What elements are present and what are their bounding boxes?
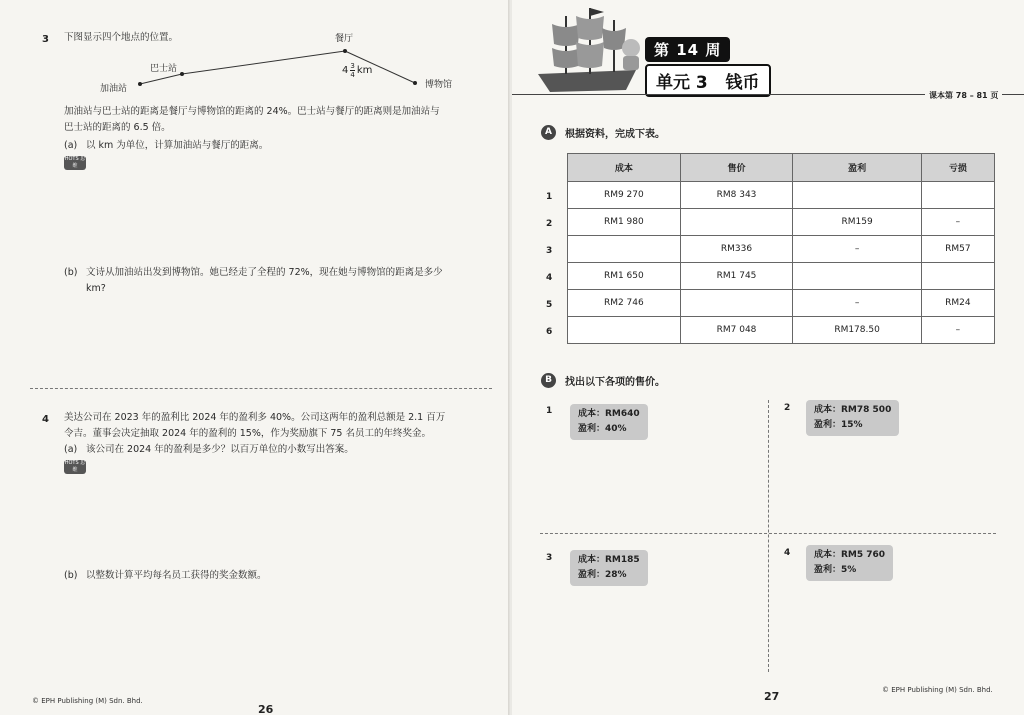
- row-number: 1: [546, 192, 553, 202]
- bus-station-point: [180, 72, 184, 76]
- label-museum: 博物馆: [425, 80, 453, 90]
- table-cell: RM336: [680, 236, 793, 263]
- table-cell: –: [793, 290, 921, 317]
- header-profit: 盈利: [793, 154, 921, 182]
- table-cell: –: [793, 236, 921, 263]
- question-3b-label: (b): [64, 267, 78, 278]
- hots-badge-icon: HOTS 思维: [64, 156, 86, 169]
- table-cell: RM1 980: [568, 209, 681, 236]
- table-row: [568, 317, 995, 344]
- label-bus-station: 巴士站: [150, 64, 178, 74]
- header-loss: 亏损: [921, 154, 994, 182]
- item-cost: 成本：RM5 760: [814, 550, 886, 560]
- petrol-station-point: [138, 82, 142, 86]
- left-footer: © EPH Publishing (M) Sdn. Bhd.: [32, 697, 143, 705]
- question-4b-label: (b): [64, 570, 78, 581]
- table-cell: RM8 343: [680, 182, 793, 209]
- table-cell: –: [921, 209, 994, 236]
- item-profit: 盈利：5%: [814, 565, 857, 575]
- question-4-line1: 美达公司在 2023 年的盈利比 2024 年的盈利多 40%。公司这两年的盈利总额是 2.1 百万: [64, 412, 446, 423]
- week-title: 第 14 周: [645, 37, 730, 62]
- section-divider: [30, 388, 492, 389]
- row-number: 6: [546, 327, 553, 337]
- museum-point: [413, 81, 417, 85]
- item-info-box: [806, 400, 899, 436]
- distance-unit: km: [356, 65, 373, 76]
- item-profit: 盈利：15%: [814, 420, 863, 430]
- row-number: 5: [546, 300, 553, 310]
- unit-title: 单元 3 钱币: [645, 64, 771, 97]
- right-footer: © EPH Publishing (M) Sdn. Bhd.: [882, 686, 993, 694]
- item-number: 3: [546, 553, 553, 563]
- row-number: 3: [546, 246, 553, 256]
- profit-loss-table: [567, 153, 995, 344]
- answer-cell[interactable]: [793, 263, 921, 290]
- hots-badge-icon: HOTS 思维: [64, 460, 86, 473]
- question-4-number: 4: [42, 414, 49, 425]
- distance-whole: 4: [342, 65, 349, 76]
- label-restaurant: 餐厅: [335, 34, 354, 44]
- grid-divider-horizontal: [540, 533, 996, 534]
- table-cell: RM24: [921, 290, 994, 317]
- answer-cell[interactable]: [793, 182, 921, 209]
- pirate-ship-icon: [528, 4, 646, 96]
- item-number: 1: [546, 406, 553, 416]
- question-4b-text: 以整数计算平均每名员工获得的奖金数额。: [86, 570, 267, 581]
- table-cell: RM9 270: [568, 182, 681, 209]
- item-cost: 成本：RM640: [578, 409, 640, 419]
- header-cost: 成本: [568, 154, 681, 182]
- table-header-row: [568, 154, 995, 182]
- distance-denominator: 4: [350, 71, 355, 79]
- right-page-number: 27: [764, 690, 780, 703]
- table-row: [568, 263, 995, 290]
- question-3-body-line1: 加油站与巴士站的距离是餐厅与博物馆的距离的 24%。巴士站与餐厅的距离则是加油站与: [64, 106, 440, 117]
- question-3-body-line2: 巴士站的距离的 6.5 倍。: [64, 122, 171, 133]
- section-a-instruction: 根据资料，完成下表。: [565, 129, 665, 140]
- label-petrol-station: 加油站: [100, 84, 128, 94]
- distance-fraction: [350, 62, 354, 79]
- item-info-box: [570, 404, 648, 440]
- distance-label: [342, 62, 372, 79]
- left-page-number: 26: [258, 703, 274, 715]
- table-row: [568, 182, 995, 209]
- table-cell: RM2 746: [568, 290, 681, 317]
- item-info-box: [570, 550, 648, 586]
- item-cost: 成本：RM78 500: [814, 405, 892, 415]
- textbook-reference: 课本第 78 – 81 页: [925, 90, 1002, 101]
- right-page: [512, 0, 1024, 715]
- item-cost: 成本：RM185: [578, 555, 640, 565]
- item-profit: 盈利：28%: [578, 570, 627, 580]
- row-number: 2: [546, 219, 553, 229]
- item-info-box: [806, 545, 893, 581]
- section-a-marker: A: [541, 125, 556, 140]
- section-b-instruction: 找出以下各项的售价。: [565, 377, 665, 388]
- answer-cell[interactable]: [680, 290, 793, 317]
- question-3b-line1: 文诗从加油站出发到博物馆。她已经走了全程的 72%，现在她与博物馆的距离是多少: [86, 267, 443, 278]
- header-selling-price: 售价: [680, 154, 793, 182]
- restaurant-point: [343, 49, 347, 53]
- table-row: [568, 290, 995, 317]
- item-number: 4: [784, 548, 791, 558]
- table-cell: RM57: [921, 236, 994, 263]
- item-number: 2: [784, 403, 791, 413]
- table-cell: RM178.50: [793, 317, 921, 344]
- table-cell: RM159: [793, 209, 921, 236]
- distance-numerator: 3: [350, 62, 355, 70]
- answer-cell[interactable]: [921, 263, 994, 290]
- table-cell: RM1 745: [680, 263, 793, 290]
- item-profit: 盈利：40%: [578, 424, 627, 434]
- question-3-intro: 下图显示四个地点的位置。: [64, 32, 179, 43]
- question-4a-text: 该公司在 2024 年的盈利是多少？以百万单位的小数写出答案。: [86, 444, 354, 455]
- question-3b-line2: km?: [86, 283, 106, 294]
- answer-cell[interactable]: [921, 182, 994, 209]
- answer-cell[interactable]: [568, 317, 681, 344]
- question-3a-label: (a): [64, 140, 78, 151]
- table-row: [568, 236, 995, 263]
- section-b-marker: B: [541, 373, 556, 388]
- table-cell: –: [921, 317, 994, 344]
- answer-cell[interactable]: [568, 236, 681, 263]
- grid-divider-vertical: [768, 400, 769, 672]
- table-row: [568, 209, 995, 236]
- table-cell: RM7 048: [680, 317, 793, 344]
- segment-bus-restaurant: [182, 51, 345, 74]
- question-4a-label: (a): [64, 444, 78, 455]
- answer-cell[interactable]: [680, 209, 793, 236]
- question-3a-text: 以 km 为单位，计算加油站与餐厅的距离。: [86, 140, 269, 151]
- left-page: [0, 0, 510, 715]
- row-number: 4: [546, 273, 553, 283]
- question-4-line2: 令吉。董事会决定抽取 2024 年的盈利的 15%，作为奖励旗下 75 名员工的年终奖金。: [64, 428, 431, 439]
- table-cell: RM1 650: [568, 263, 681, 290]
- question-3-number: 3: [42, 34, 49, 45]
